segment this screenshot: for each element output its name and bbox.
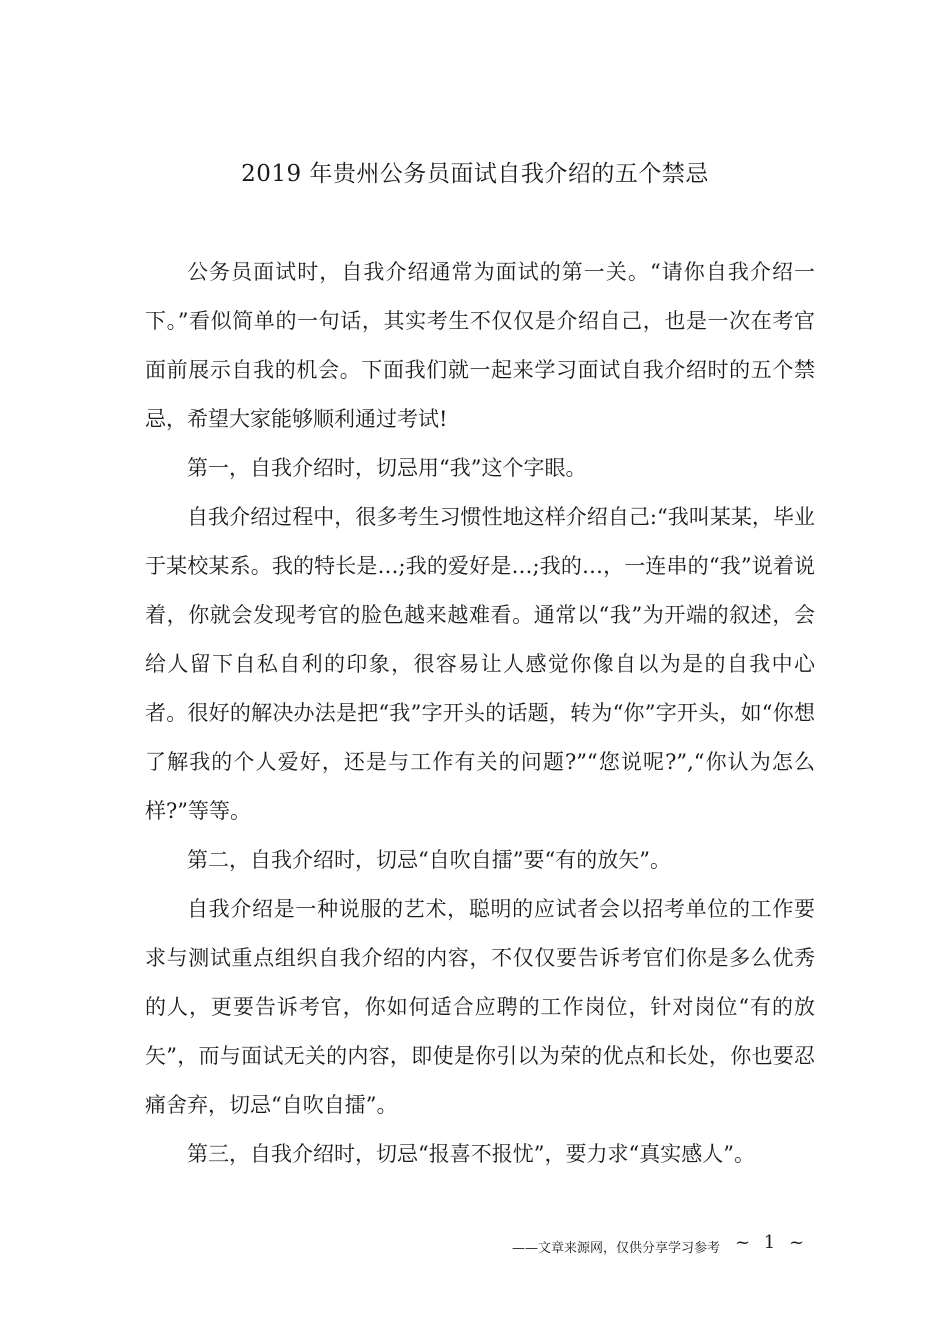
page-number: ~ 1 ~ xyxy=(735,1232,809,1253)
document-body xyxy=(145,248,815,1179)
paragraph-rule-2-body: 自我介绍是一种说服的艺术，聪明的应试者会以招考单位的工作要求与测试重点组织自我介绍的内容，不仅仅要告诉考官们你是多么优秀的人，更要告诉考官，你如何适合应聘的工作岗位，针对岗位“有的放矢”，而与面试无关的内容，即使是你引以为荣的优点和长处，你也要忍痛舍弃，切忌“自吹自擂”。 xyxy=(145,897,815,1117)
footer-source-note: ——文章来源网，仅供分享学习参考 xyxy=(511,1241,720,1256)
paragraph-rule-2-heading: 第二，自我介绍时，切忌“自吹自擂”要“有的放矢”。 xyxy=(187,848,671,872)
paragraph-rule-3-heading: 第三，自我介绍时，切忌“报喜不报忧”，要力求“真实感人”。 xyxy=(187,1142,755,1166)
paragraph-intro: 公务员面试时，自我介绍通常为面试的第一关。“请你自我介绍一下。”看似简单的一句话，其实考生不仅仅是介绍自己，也是一次在考官面前展示自我的机会。下面我们就一起来学习面试自我介绍时的五个禁忌，希望大家能够顺利通过考试! xyxy=(145,260,815,431)
paragraph-rule-1-body: 自我介绍过程中，很多考生习惯性地这样介绍自己:“我叫某某，毕业于某校某系。我的特长是…;我的爱好是…;我的…，一连串的“我”说着说着，你就会发现考官的脸色越来越难看。通常以“我”为开端的叙述，会给人留下自私自利的印象，很容易让人感觉你像自以为是的自我中心者。很好的解决办法是把“我”字开头的话题，转为“你”字开头，如“你想了解我的个人爱好，还是与工作有关的问题?”“您说呢?”,“你认为怎么样?”等等。 xyxy=(145,505,815,823)
document-title: 2019 年贵州公务员面试自我介绍的五个禁忌 xyxy=(241,161,709,187)
paragraph-rule-1-heading: 第一，自我介绍时，切忌用“我”这个字眼。 xyxy=(187,456,587,480)
page-footer xyxy=(0,1232,950,1262)
